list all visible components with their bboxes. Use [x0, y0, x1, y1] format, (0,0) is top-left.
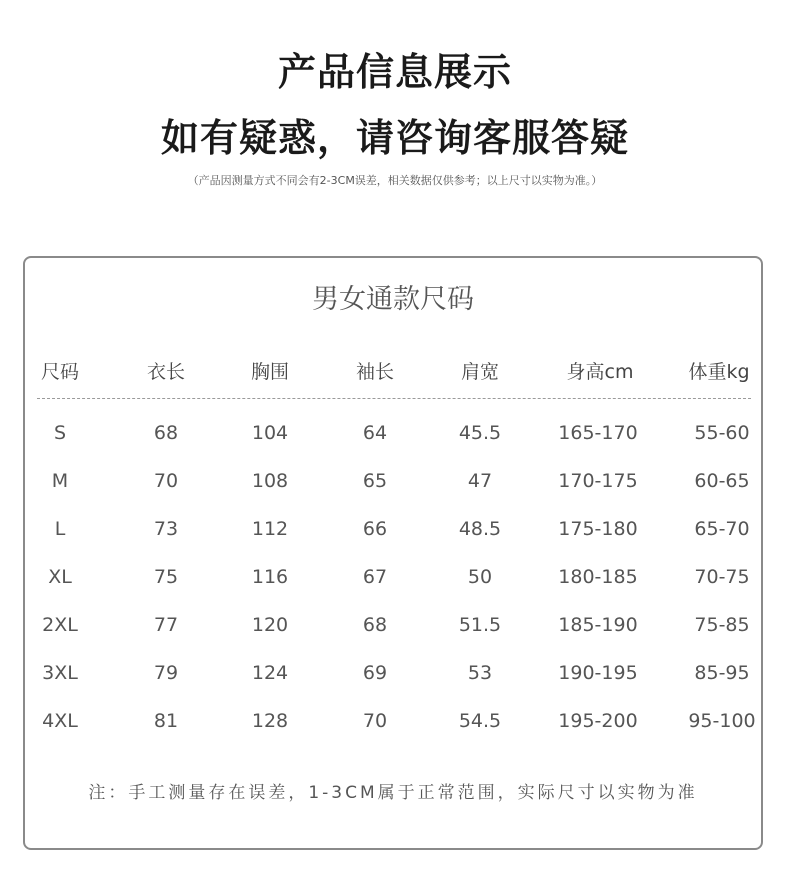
size-table-header [25, 357, 761, 387]
page-title: 产品信息展示 [277, 50, 512, 94]
cell-size: 4XL [42, 710, 78, 732]
table-row [25, 610, 761, 640]
cell-chest: 128 [251, 710, 289, 732]
header-cell-chest: 胸围 [250, 361, 289, 383]
cell-chest: 112 [251, 518, 289, 540]
header-cell-sleeve: 袖长 [355, 361, 394, 383]
cell-weight: 75-85 [694, 614, 750, 636]
measurement-note: 注：手工测量存在误差，1-3CM属于正常范围，实际尺寸以实物为准 [88, 783, 698, 803]
cell-shoulder: 47 [467, 470, 493, 492]
cell-sleeve: 68 [362, 614, 388, 636]
cell-height: 195-200 [558, 710, 638, 732]
cell-height: 175-180 [558, 518, 638, 540]
cell-size: L [54, 518, 66, 540]
cell-length: 79 [153, 662, 179, 684]
cell-size: 3XL [42, 662, 78, 684]
cell-sleeve: 65 [362, 470, 388, 492]
cell-sleeve: 66 [362, 518, 388, 540]
cell-chest: 116 [251, 566, 289, 588]
cell-length: 77 [153, 614, 179, 636]
cell-shoulder: 48.5 [458, 518, 502, 540]
cell-weight: 95-100 [688, 710, 756, 732]
table-row [25, 514, 761, 544]
table-row [25, 466, 761, 496]
cell-height: 180-185 [558, 566, 638, 588]
size-chart-card [23, 256, 763, 850]
cell-weight: 55-60 [694, 422, 750, 444]
cell-weight: 60-65 [694, 470, 750, 492]
table-row [25, 562, 761, 592]
cell-chest: 108 [251, 470, 289, 492]
table-row [25, 418, 761, 448]
cell-shoulder: 51.5 [458, 614, 502, 636]
header-cell-size: 尺码 [40, 361, 79, 383]
cell-shoulder: 50 [467, 566, 493, 588]
cell-sleeve: 70 [362, 710, 388, 732]
cell-height: 190-195 [558, 662, 638, 684]
cell-chest: 104 [251, 422, 289, 444]
cell-length: 75 [153, 566, 179, 588]
cell-shoulder: 45.5 [458, 422, 502, 444]
cell-chest: 124 [251, 662, 289, 684]
cell-height: 185-190 [558, 614, 638, 636]
cell-height: 165-170 [558, 422, 638, 444]
cell-shoulder: 53 [467, 662, 493, 684]
measurement-disclaimer: （产品因测量方式不同会有2-3CM误差，相关数据仅供参考；以上尺寸以实物为准。） [187, 174, 603, 187]
cell-sleeve: 64 [362, 422, 388, 444]
table-row [25, 658, 761, 688]
cell-size: 2XL [42, 614, 78, 636]
header-cell-weight: 体重kg [688, 361, 750, 383]
cell-height: 170-175 [558, 470, 638, 492]
table-row [25, 706, 761, 736]
cell-shoulder: 54.5 [458, 710, 502, 732]
cell-weight: 70-75 [694, 566, 750, 588]
cell-sleeve: 69 [362, 662, 388, 684]
cell-weight: 85-95 [694, 662, 750, 684]
cell-size: S [53, 422, 67, 444]
cell-weight: 65-70 [694, 518, 750, 540]
header-cell-height: 身高cm [566, 361, 634, 383]
header-cell-shoulder: 肩宽 [460, 361, 499, 383]
cell-size: XL [48, 566, 72, 588]
header-divider [37, 398, 751, 399]
cell-size: M [51, 470, 69, 492]
cell-length: 68 [153, 422, 179, 444]
cell-chest: 120 [251, 614, 289, 636]
cell-sleeve: 67 [362, 566, 388, 588]
cell-length: 81 [153, 710, 179, 732]
cell-length: 73 [153, 518, 179, 540]
cell-length: 70 [153, 470, 179, 492]
page-subtitle: 如有疑惑，请咨询客服答疑 [160, 116, 629, 160]
size-chart-title: 男女通款尺码 [312, 284, 474, 315]
header-cell-length: 衣长 [146, 361, 185, 383]
